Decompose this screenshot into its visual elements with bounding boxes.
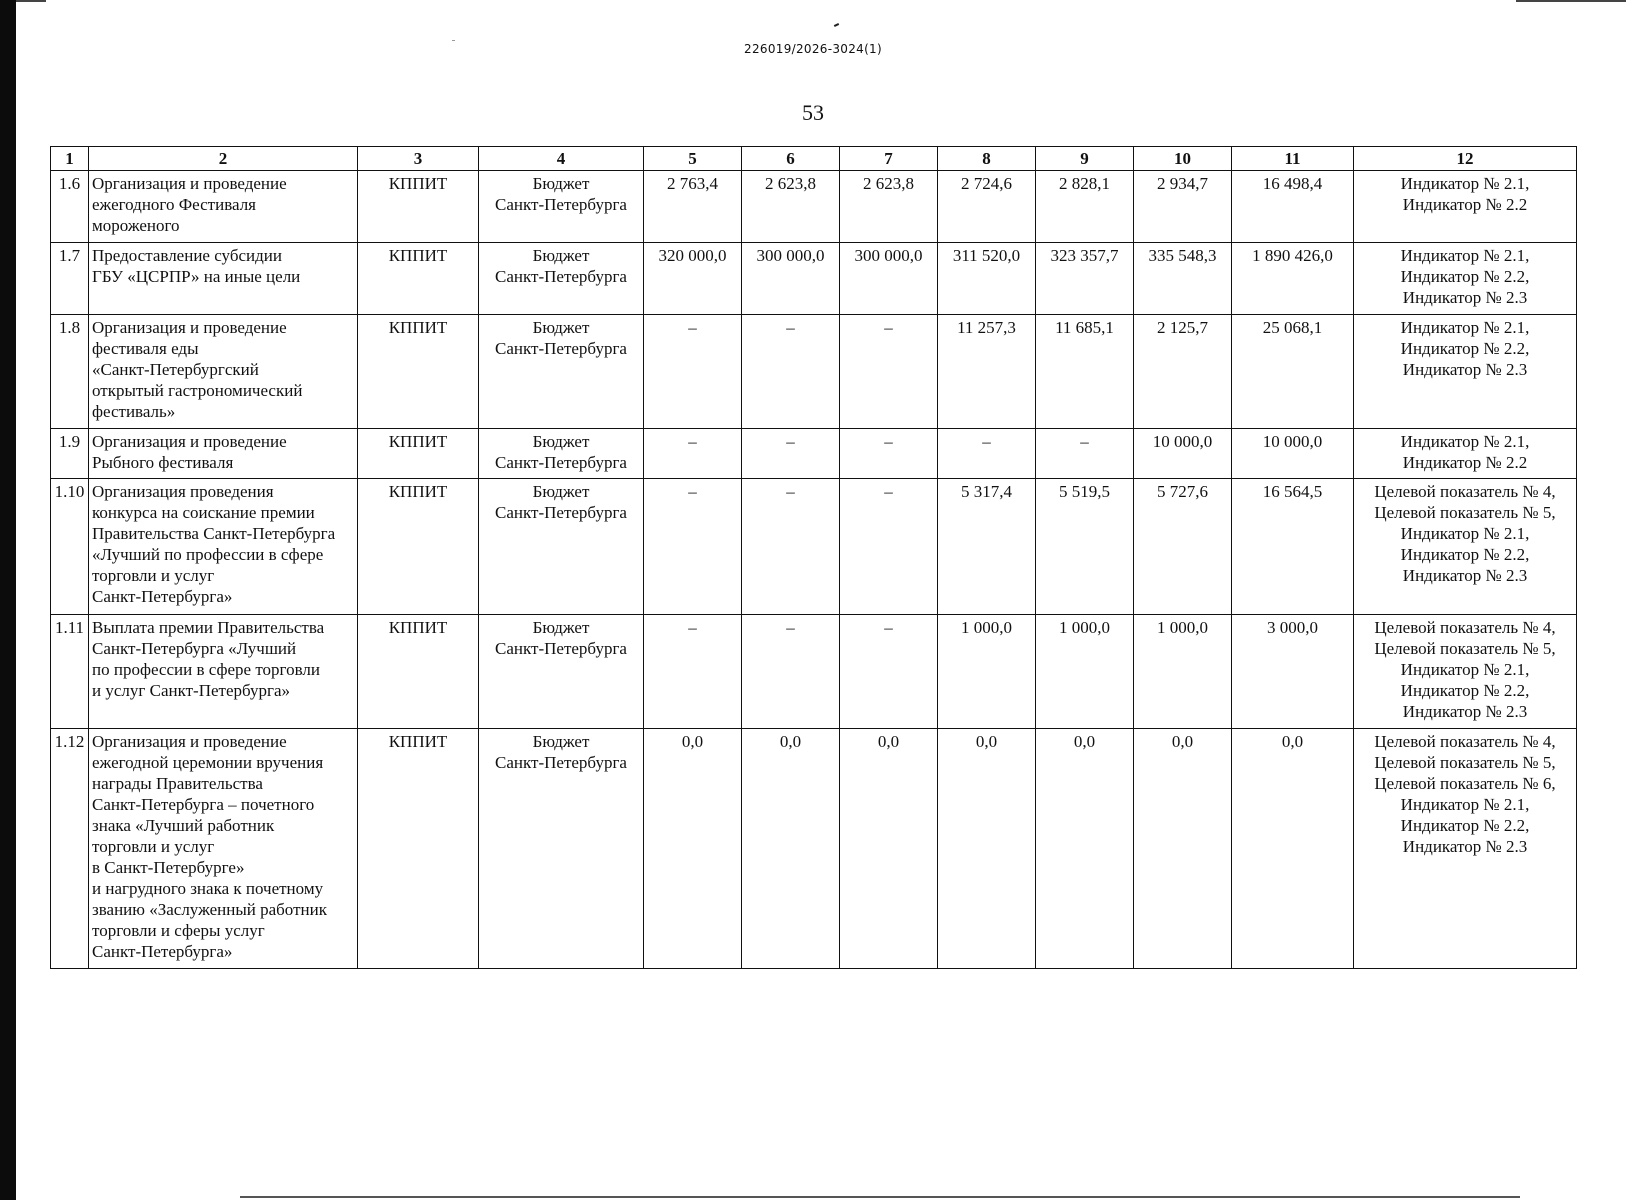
table-row xyxy=(51,429,1577,479)
value-col-11-total: 3 000,0 xyxy=(1232,615,1354,729)
value-col-6: 2 623,8 xyxy=(742,171,840,243)
funding-source-cell: Бюджет Санкт-Петербурга xyxy=(479,315,644,429)
value-col-9: 11 685,1 xyxy=(1036,315,1134,429)
indicators-cell: Целевой показатель № 4, Целевой показатель № 5, Индикатор № 2.1, Индикатор № 2.2, Индикатор № 2.3 xyxy=(1354,479,1577,615)
value-col-10: 0,0 xyxy=(1134,729,1232,969)
activity-name: Организация и проведение ежегодного Фестиваля мороженого xyxy=(89,171,358,243)
column-header: 4 xyxy=(479,147,644,171)
value-col-9: 1 000,0 xyxy=(1036,615,1134,729)
value-col-9: 323 357,7 xyxy=(1036,243,1134,315)
column-header: 8 xyxy=(938,147,1036,171)
indicators-cell: Индикатор № 2.1, Индикатор № 2.2 xyxy=(1354,429,1577,479)
row-number: 1.10 xyxy=(51,479,89,615)
value-col-10: 2 934,7 xyxy=(1134,171,1232,243)
funding-source-cell: Бюджет Санкт-Петербурга xyxy=(479,429,644,479)
table-row xyxy=(51,171,1577,243)
value-col-5: 0,0 xyxy=(644,729,742,969)
row-number: 1.6 xyxy=(51,171,89,243)
indicators-cell: Индикатор № 2.1, Индикатор № 2.2, Индикатор № 2.3 xyxy=(1354,243,1577,315)
scan-top-line-left xyxy=(16,0,46,2)
executor-cell: КППИТ xyxy=(358,479,479,615)
value-col-9: 5 519,5 xyxy=(1036,479,1134,615)
scan-left-edge xyxy=(0,0,16,1200)
indicators-cell: Индикатор № 2.1, Индикатор № 2.2 xyxy=(1354,171,1577,243)
scan-top-line-right xyxy=(1516,0,1626,2)
value-col-10: 1 000,0 xyxy=(1134,615,1232,729)
value-col-5: 320 000,0 xyxy=(644,243,742,315)
value-col-11-total: 0,0 xyxy=(1232,729,1354,969)
column-header: 10 xyxy=(1134,147,1232,171)
value-col-8: 11 257,3 xyxy=(938,315,1036,429)
value-col-8: 1 000,0 xyxy=(938,615,1036,729)
value-col-7: 2 623,8 xyxy=(840,171,938,243)
value-col-5: – xyxy=(644,479,742,615)
scan-bottom-line xyxy=(240,1196,1520,1198)
column-header: 7 xyxy=(840,147,938,171)
value-col-11-total: 16 498,4 xyxy=(1232,171,1354,243)
executor-cell: КППИТ xyxy=(358,429,479,479)
funding-source-cell: Бюджет Санкт-Петербурга xyxy=(479,243,644,315)
row-number: 1.7 xyxy=(51,243,89,315)
value-col-8: 2 724,6 xyxy=(938,171,1036,243)
value-col-11-total: 25 068,1 xyxy=(1232,315,1354,429)
value-col-8: 311 520,0 xyxy=(938,243,1036,315)
column-header: 1 xyxy=(51,147,89,171)
value-col-11-total: 10 000,0 xyxy=(1232,429,1354,479)
activity-name: Организация и проведение Рыбного фестиваля xyxy=(89,429,358,479)
value-col-7: – xyxy=(840,479,938,615)
table-row xyxy=(51,315,1577,429)
value-col-10: 10 000,0 xyxy=(1134,429,1232,479)
value-col-7: – xyxy=(840,615,938,729)
activity-name: Организация проведения конкурса на соискание премии Правительства Санкт-Петербурга «Лучший по профессии в сфере торговли и услуг Санкт-Петербурга» xyxy=(89,479,358,615)
table-row xyxy=(51,243,1577,315)
value-col-8: 0,0 xyxy=(938,729,1036,969)
activity-name: Выплата премии Правительства Санкт-Петербурга «Лучший по профессии в сфере торговли и услуг Санкт-Петербурга» xyxy=(89,615,358,729)
value-col-7: – xyxy=(840,429,938,479)
funding-source-cell: Бюджет Санкт-Петербурга xyxy=(479,729,644,969)
value-col-11-total: 16 564,5 xyxy=(1232,479,1354,615)
table-header-row xyxy=(51,147,1577,171)
value-col-7: – xyxy=(840,315,938,429)
value-col-9: – xyxy=(1036,429,1134,479)
indicators-cell: Целевой показатель № 4, Целевой показатель № 5, Целевой показатель № 6, Индикатор № 2.1, Индикатор № 2.2, Индикатор № 2.3 xyxy=(1354,729,1577,969)
value-col-11-total: 1 890 426,0 xyxy=(1232,243,1354,315)
executor-cell: КППИТ xyxy=(358,615,479,729)
table-row xyxy=(51,615,1577,729)
value-col-5: – xyxy=(644,315,742,429)
activity-name: Организация и проведение ежегодной церемонии вручения награды Правительства Санкт-Петербурга – почетного знака «Лучший работник торговли и услуг в Санкт-Петербурге» и нагрудного знака к почетному званию «Заслуженный работник торговли и сферы услуг Санкт-Петербурга» xyxy=(89,729,358,969)
column-header: 2 xyxy=(89,147,358,171)
value-col-9: 0,0 xyxy=(1036,729,1134,969)
value-col-6: – xyxy=(742,479,840,615)
document-registration-stamp: 226019/2026-3024(1) xyxy=(744,42,882,56)
value-col-5: – xyxy=(644,429,742,479)
value-col-6: – xyxy=(742,315,840,429)
column-header: 9 xyxy=(1036,147,1134,171)
funding-source-cell: Бюджет Санкт-Петербурга xyxy=(479,615,644,729)
value-col-10: 2 125,7 xyxy=(1134,315,1232,429)
indicators-cell: Целевой показатель № 4, Целевой показатель № 5, Индикатор № 2.1, Индикатор № 2.2, Индикатор № 2.3 xyxy=(1354,615,1577,729)
value-col-7: 300 000,0 xyxy=(840,243,938,315)
program-activities-table xyxy=(50,146,1577,969)
value-col-7: 0,0 xyxy=(840,729,938,969)
activity-name: Организация и проведение фестиваля еды «Санкт-Петербургский открытый гастрономический фестиваль» xyxy=(89,315,358,429)
page-number: 53 xyxy=(802,100,824,125)
column-header: 11 xyxy=(1232,147,1354,171)
value-col-5: – xyxy=(644,615,742,729)
indicators-cell: Индикатор № 2.1, Индикатор № 2.2, Индикатор № 2.3 xyxy=(1354,315,1577,429)
executor-cell: КППИТ xyxy=(358,243,479,315)
column-header: 3 xyxy=(358,147,479,171)
scan-speck xyxy=(452,40,455,41)
value-col-10: 5 727,6 xyxy=(1134,479,1232,615)
value-col-8: – xyxy=(938,429,1036,479)
table-row xyxy=(51,729,1577,969)
column-header: 5 xyxy=(644,147,742,171)
row-number: 1.12 xyxy=(51,729,89,969)
scan-tick-mark xyxy=(834,23,839,27)
column-header: 12 xyxy=(1354,147,1577,171)
value-col-9: 2 828,1 xyxy=(1036,171,1134,243)
funding-source-cell: Бюджет Санкт-Петербурга xyxy=(479,171,644,243)
table-row xyxy=(51,479,1577,615)
row-number: 1.11 xyxy=(51,615,89,729)
executor-cell: КППИТ xyxy=(358,729,479,969)
value-col-10: 335 548,3 xyxy=(1134,243,1232,315)
activity-name: Предоставление субсидии ГБУ «ЦСРПР» на иные цели xyxy=(89,243,358,315)
value-col-6: – xyxy=(742,615,840,729)
executor-cell: КППИТ xyxy=(358,315,479,429)
funding-source-cell: Бюджет Санкт-Петербурга xyxy=(479,479,644,615)
value-col-6: 300 000,0 xyxy=(742,243,840,315)
value-col-8: 5 317,4 xyxy=(938,479,1036,615)
row-number: 1.9 xyxy=(51,429,89,479)
executor-cell: КППИТ xyxy=(358,171,479,243)
value-col-6: – xyxy=(742,429,840,479)
value-col-5: 2 763,4 xyxy=(644,171,742,243)
column-header: 6 xyxy=(742,147,840,171)
value-col-6: 0,0 xyxy=(742,729,840,969)
row-number: 1.8 xyxy=(51,315,89,429)
